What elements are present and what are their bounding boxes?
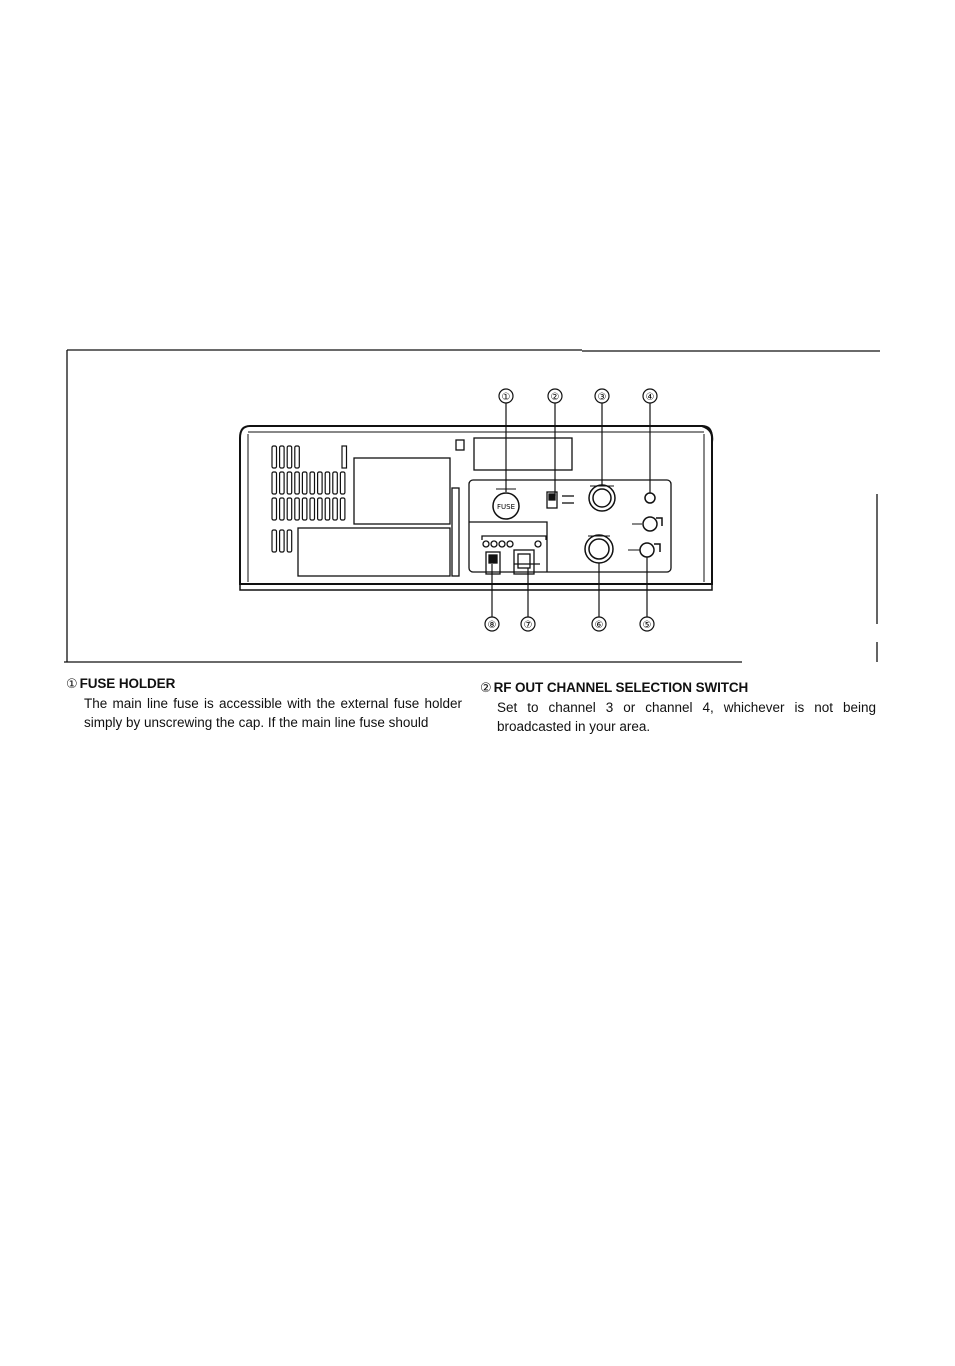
vent-slot — [340, 472, 345, 494]
vent-slot — [295, 498, 300, 520]
section-number: ① — [66, 677, 78, 692]
vent-slots — [272, 446, 347, 552]
vent-slot — [280, 498, 285, 520]
vent-slot — [280, 530, 285, 552]
callout-top-2: ② — [550, 392, 560, 403]
section-body: Set to channel 3 or channel 4, whichever is not being broadcasted in your area. — [497, 700, 876, 734]
section-title-text: FUSE HOLDER — [79, 676, 176, 691]
panel-rectangles — [298, 438, 671, 576]
vent-slot — [325, 498, 330, 520]
section-body: The main line fuse is accessible with the external fuse holder simply by unscrewing the cap. If the main line fuse should — [84, 696, 462, 730]
vent-slot — [333, 498, 338, 520]
vent-slot — [325, 472, 330, 494]
vent-slot — [302, 498, 307, 520]
callout-top-3: ③ — [597, 392, 607, 403]
callout-top-1: ① — [501, 392, 511, 403]
callout-bottom-6: ⑥ — [594, 620, 604, 631]
callout-bottom-8: ⑧ — [487, 620, 497, 631]
callout-bottom-5: ⑤ — [642, 620, 652, 631]
vent-slot — [287, 498, 292, 520]
video-audio-jacks — [628, 493, 662, 557]
vent-slot — [318, 472, 323, 494]
bottom-callout-lines — [485, 557, 654, 631]
section-title — [66, 676, 462, 692]
vent-slot — [280, 472, 285, 494]
callout-top-4: ④ — [645, 392, 655, 403]
section-fuse-holder — [66, 676, 462, 732]
fuse-label: FUSE — [496, 503, 516, 511]
vent-slot — [287, 530, 292, 552]
vent-slot — [272, 446, 277, 468]
vent-slot — [302, 472, 307, 494]
vent-slot — [333, 472, 338, 494]
rf-in-connector — [589, 485, 615, 511]
vent-slot — [318, 498, 323, 520]
section-number: ② — [480, 681, 492, 696]
channel-switch — [547, 492, 574, 508]
vent-slot — [310, 472, 315, 494]
section-title — [480, 680, 876, 696]
vent-slot — [272, 472, 277, 494]
rf-out-connector — [585, 535, 613, 563]
vent-slot — [340, 498, 345, 520]
vent-slot — [295, 446, 300, 468]
section-rf-out-switch — [480, 680, 876, 736]
vent-slot — [280, 446, 285, 468]
vent-slot — [310, 498, 315, 520]
vcr-body — [240, 426, 712, 590]
vent-slot — [272, 530, 277, 552]
vent-slot — [295, 472, 300, 494]
section-title-text: RF OUT CHANNEL SELECTION SWITCH — [493, 680, 749, 695]
vent-slot — [287, 446, 292, 468]
vent-slot — [272, 498, 277, 520]
vent-slot — [287, 472, 292, 494]
frame-lines — [64, 350, 880, 662]
fuse-holder — [493, 489, 519, 519]
callout-bottom-7: ⑦ — [523, 620, 533, 631]
rear-panel-diagram — [62, 346, 882, 666]
vent-slot — [342, 446, 347, 468]
